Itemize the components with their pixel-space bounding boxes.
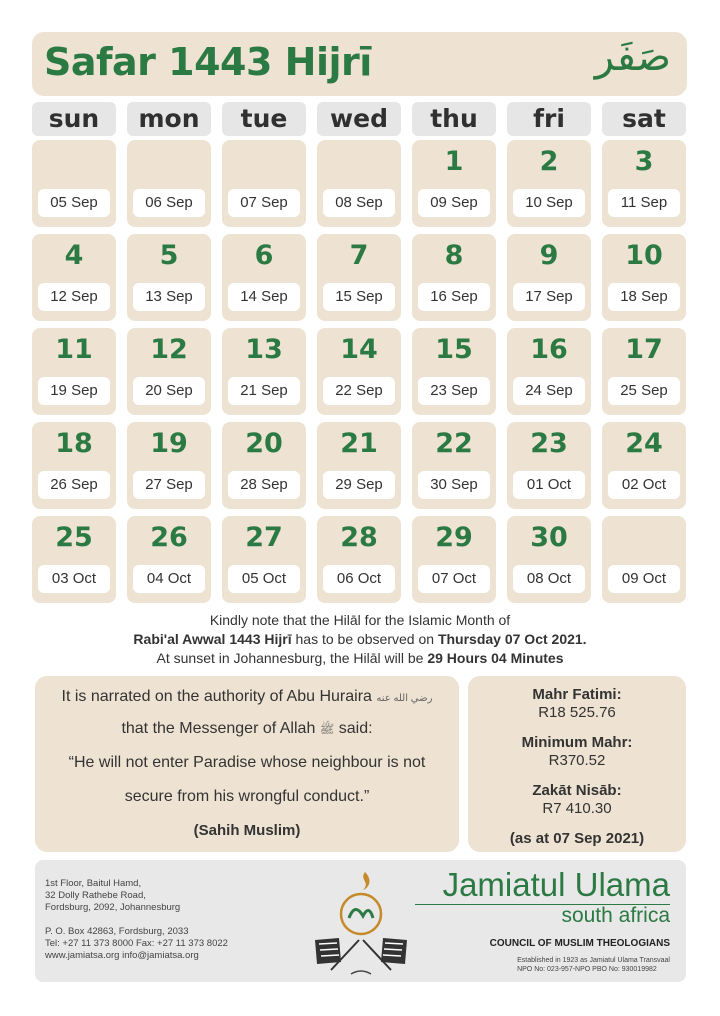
gregorian-date: 07 Oct — [418, 565, 490, 593]
hijri-day-number: 29 — [435, 522, 473, 553]
notice-line-1: Kindly note that the Hilāl for the Islamic Month of — [209, 612, 511, 628]
calendar-day-cell — [507, 422, 591, 509]
calendar-day-cell — [222, 422, 306, 509]
gregorian-date: 24 Sep — [513, 377, 585, 405]
calendar-day-cell — [127, 422, 211, 509]
zakat-nisab-value: R7 410.30 — [542, 800, 612, 817]
minimum-mahr-value: R370.52 — [548, 752, 606, 769]
hijri-day-number: 30 — [530, 522, 568, 553]
hijri-day-number: 24 — [625, 428, 663, 459]
gregorian-date: 21 Sep — [228, 377, 300, 405]
gregorian-date: 18 Sep — [608, 283, 680, 311]
calendar-day-cell — [412, 328, 496, 415]
calendar-header — [32, 32, 687, 96]
calendar-day-cell — [127, 234, 211, 321]
postal-address — [45, 878, 180, 914]
gregorian-date: 29 Sep — [323, 471, 395, 499]
hadith-line-2 — [35, 720, 459, 739]
hijri-day-number: 23 — [530, 428, 568, 459]
calendar-day-cell — [32, 140, 116, 227]
hijri-day-number: 14 — [340, 334, 378, 365]
po-box: P. O. Box 42863, Fordsburg, 2033 — [45, 926, 189, 937]
gregorian-date: 28 Sep — [228, 471, 300, 499]
gregorian-date: 04 Oct — [133, 565, 205, 593]
hadith-messenger: that the Messenger of Allah — [121, 720, 316, 737]
hijri-day-number: 20 — [245, 428, 283, 459]
calendar-day-cell — [317, 140, 401, 227]
zakat-nisab-label: Zakāt Nisāb: — [532, 782, 622, 799]
left-flag-icon — [315, 938, 359, 970]
hijri-day-number: 25 — [55, 522, 93, 553]
hijri-day-number: 18 — [55, 428, 93, 459]
weekday-thu: thu — [412, 102, 496, 136]
calendar-day-cell — [507, 328, 591, 415]
gregorian-date: 25 Sep — [608, 377, 680, 405]
address-line: 32 Dolly Rathebe Road, — [45, 890, 146, 901]
notice-line-2 — [0, 630, 720, 649]
calendar-day-cell — [127, 140, 211, 227]
gregorian-date: 09 Oct — [608, 565, 680, 593]
hijri-day-number: 1 — [444, 146, 464, 177]
notice-date: Thursday 07 Oct 2021. — [437, 631, 587, 647]
gregorian-date: 12 Sep — [38, 283, 110, 311]
organisation-country: south africa — [561, 904, 670, 927]
gregorian-date: 05 Oct — [228, 565, 300, 593]
gregorian-date: 05 Sep — [38, 189, 110, 217]
hijri-day-number: 3 — [634, 146, 654, 177]
weekday-mon: mon — [127, 102, 211, 136]
weekday-row — [32, 102, 687, 136]
hadith-line-4: secure from his wrongful conduct.” — [124, 788, 370, 805]
gregorian-date: 30 Sep — [418, 471, 490, 499]
hijri-day-number: 17 — [625, 334, 663, 365]
weekday-fri: fri — [507, 102, 591, 136]
weekday-wed: wed — [317, 102, 401, 136]
right-flag-icon — [363, 938, 407, 970]
hadith-line-3: “He will not enter Paradise whose neighbour is not — [68, 754, 426, 771]
calendar-day-cell — [127, 328, 211, 415]
hijri-day-number: 15 — [435, 334, 473, 365]
calendar-day-cell — [32, 234, 116, 321]
gregorian-date: 26 Sep — [38, 471, 110, 499]
gregorian-date: 17 Sep — [513, 283, 585, 311]
mahr-fatimi-value: R18 525.76 — [538, 704, 616, 721]
gregorian-date: 15 Sep — [323, 283, 395, 311]
hadith-source: (Sahih Muslim) — [193, 822, 301, 839]
minimum-mahr-label: Minimum Mahr: — [521, 734, 633, 751]
gregorian-date: 23 Sep — [418, 377, 490, 405]
notice-mid: has to be observed on — [291, 631, 438, 647]
hijri-day-number: 7 — [349, 240, 369, 271]
gregorian-date: 14 Sep — [228, 283, 300, 311]
calendar-day-cell — [507, 234, 591, 321]
hadith-narration: It is narrated on the authority of Abu Huraira — [61, 688, 372, 705]
calendar-day-cell — [412, 422, 496, 509]
gregorian-date: 07 Sep — [228, 189, 300, 217]
contact-details — [45, 926, 228, 962]
gregorian-date: 06 Sep — [133, 189, 205, 217]
established-note: Established in 1923 as Jamiatul Ulama Transvaal — [517, 957, 670, 964]
hijri-day-number: 28 — [340, 522, 378, 553]
notice-sunset: At sunset in Johannesburg, the Hilāl will be — [156, 650, 428, 666]
hijri-day-number: 2 — [539, 146, 559, 177]
calendar-day-cell — [602, 140, 686, 227]
arabic-month-calligraphy: صَفَر — [594, 34, 671, 80]
hadith-box — [35, 676, 459, 852]
gregorian-date: 16 Sep — [418, 283, 490, 311]
organisation-tagline: COUNCIL OF MUSLIM THEOLOGIANS — [489, 938, 670, 949]
mahr-box — [468, 676, 686, 852]
footer — [35, 860, 686, 982]
calendar-day-cell — [222, 516, 306, 603]
gregorian-date: 03 Oct — [38, 565, 110, 593]
calendar-day-cell — [412, 516, 496, 603]
calendar-grid — [32, 140, 687, 605]
honorific-saw: ﷺ — [319, 722, 335, 736]
hijri-day-number: 9 — [539, 240, 559, 271]
flame-icon — [363, 872, 369, 890]
gregorian-date: 01 Oct — [513, 471, 585, 499]
mahr-as-at: (as at 07 Sep 2021) — [509, 830, 645, 847]
calendar-day-cell — [602, 328, 686, 415]
calendar-day-cell — [32, 422, 116, 509]
gregorian-date: 08 Sep — [323, 189, 395, 217]
calendar-day-cell — [602, 516, 686, 603]
hijri-day-number: 13 — [245, 334, 283, 365]
notice-month: Rabi'al Awwal 1443 Hijrī — [133, 631, 292, 647]
calendar-day-cell — [507, 516, 591, 603]
hijri-day-number: 21 — [340, 428, 378, 459]
calendar-day-cell — [317, 328, 401, 415]
hijri-day-number: 22 — [435, 428, 473, 459]
calendar-day-cell — [127, 516, 211, 603]
gregorian-date: 27 Sep — [133, 471, 205, 499]
address-line: Fordsburg, 2092, Johannesburg — [45, 902, 181, 913]
page-title: Safar 1443 Hijrī — [44, 40, 372, 84]
calendar-day-cell — [317, 516, 401, 603]
hijri-day-number: 26 — [150, 522, 188, 553]
hadith-said: said: — [334, 720, 373, 737]
hijri-day-number: 6 — [254, 240, 274, 271]
calendar-day-cell — [317, 422, 401, 509]
organisation-name: Jamiatul Ulama — [442, 866, 670, 903]
gregorian-date: 10 Sep — [513, 189, 585, 217]
web-email: www.jamiatsa.org info@jamiatsa.org — [45, 950, 199, 961]
gregorian-date: 13 Sep — [133, 283, 205, 311]
hadith-line-1 — [35, 688, 459, 706]
hijri-day-number: 5 — [159, 240, 179, 271]
calendar-day-cell — [222, 234, 306, 321]
calendar-day-cell — [412, 140, 496, 227]
hijri-day-number: 19 — [150, 428, 188, 459]
gregorian-date: 02 Oct — [608, 471, 680, 499]
calendar-day-cell — [32, 516, 116, 603]
emblem-scroll — [351, 971, 371, 974]
calendar-day-cell — [507, 140, 591, 227]
gregorian-date: 22 Sep — [323, 377, 395, 405]
hilal-notice — [0, 611, 720, 668]
gregorian-date: 08 Oct — [513, 565, 585, 593]
notice-hilal-age: 29 Hours 04 Minutes — [427, 650, 564, 666]
calendar-day-cell — [602, 422, 686, 509]
organisation-registration — [517, 956, 670, 974]
gregorian-date: 11 Sep — [608, 189, 680, 217]
calligraphy-mark — [349, 909, 373, 918]
hijri-day-number: 11 — [55, 334, 93, 365]
gregorian-date: 06 Oct — [323, 565, 395, 593]
honorific-ra: رضي الله عنه — [376, 693, 433, 704]
jamiatul-ulama-emblem — [311, 866, 411, 978]
hijri-day-number: 8 — [444, 240, 464, 271]
hijri-day-number: 27 — [245, 522, 283, 553]
address-line: 1st Floor, Baitul Hamd, — [45, 878, 142, 889]
gregorian-date: 20 Sep — [133, 377, 205, 405]
registration-numbers: NPO No: 023-957-NPO PBO No: 930019982 — [517, 966, 657, 973]
calendar-day-cell — [32, 328, 116, 415]
hijri-day-number: 10 — [625, 240, 663, 271]
calendar-day-cell — [222, 328, 306, 415]
weekday-tue: tue — [222, 102, 306, 136]
weekday-sat: sat — [602, 102, 686, 136]
calendar-day-cell — [222, 140, 306, 227]
gregorian-date: 09 Sep — [418, 189, 490, 217]
weekday-sun: sun — [32, 102, 116, 136]
calendar-day-cell — [317, 234, 401, 321]
hijri-day-number: 4 — [64, 240, 84, 271]
calendar-day-cell — [412, 234, 496, 321]
hijri-day-number: 12 — [150, 334, 188, 365]
mahr-fatimi-label: Mahr Fatimi: — [532, 686, 622, 703]
phone-fax: Tel: +27 11 373 8000 Fax: +27 11 373 8022 — [45, 938, 228, 949]
gregorian-date: 19 Sep — [38, 377, 110, 405]
calendar-day-cell — [602, 234, 686, 321]
notice-line-3 — [0, 649, 720, 668]
hijri-day-number: 16 — [530, 334, 568, 365]
